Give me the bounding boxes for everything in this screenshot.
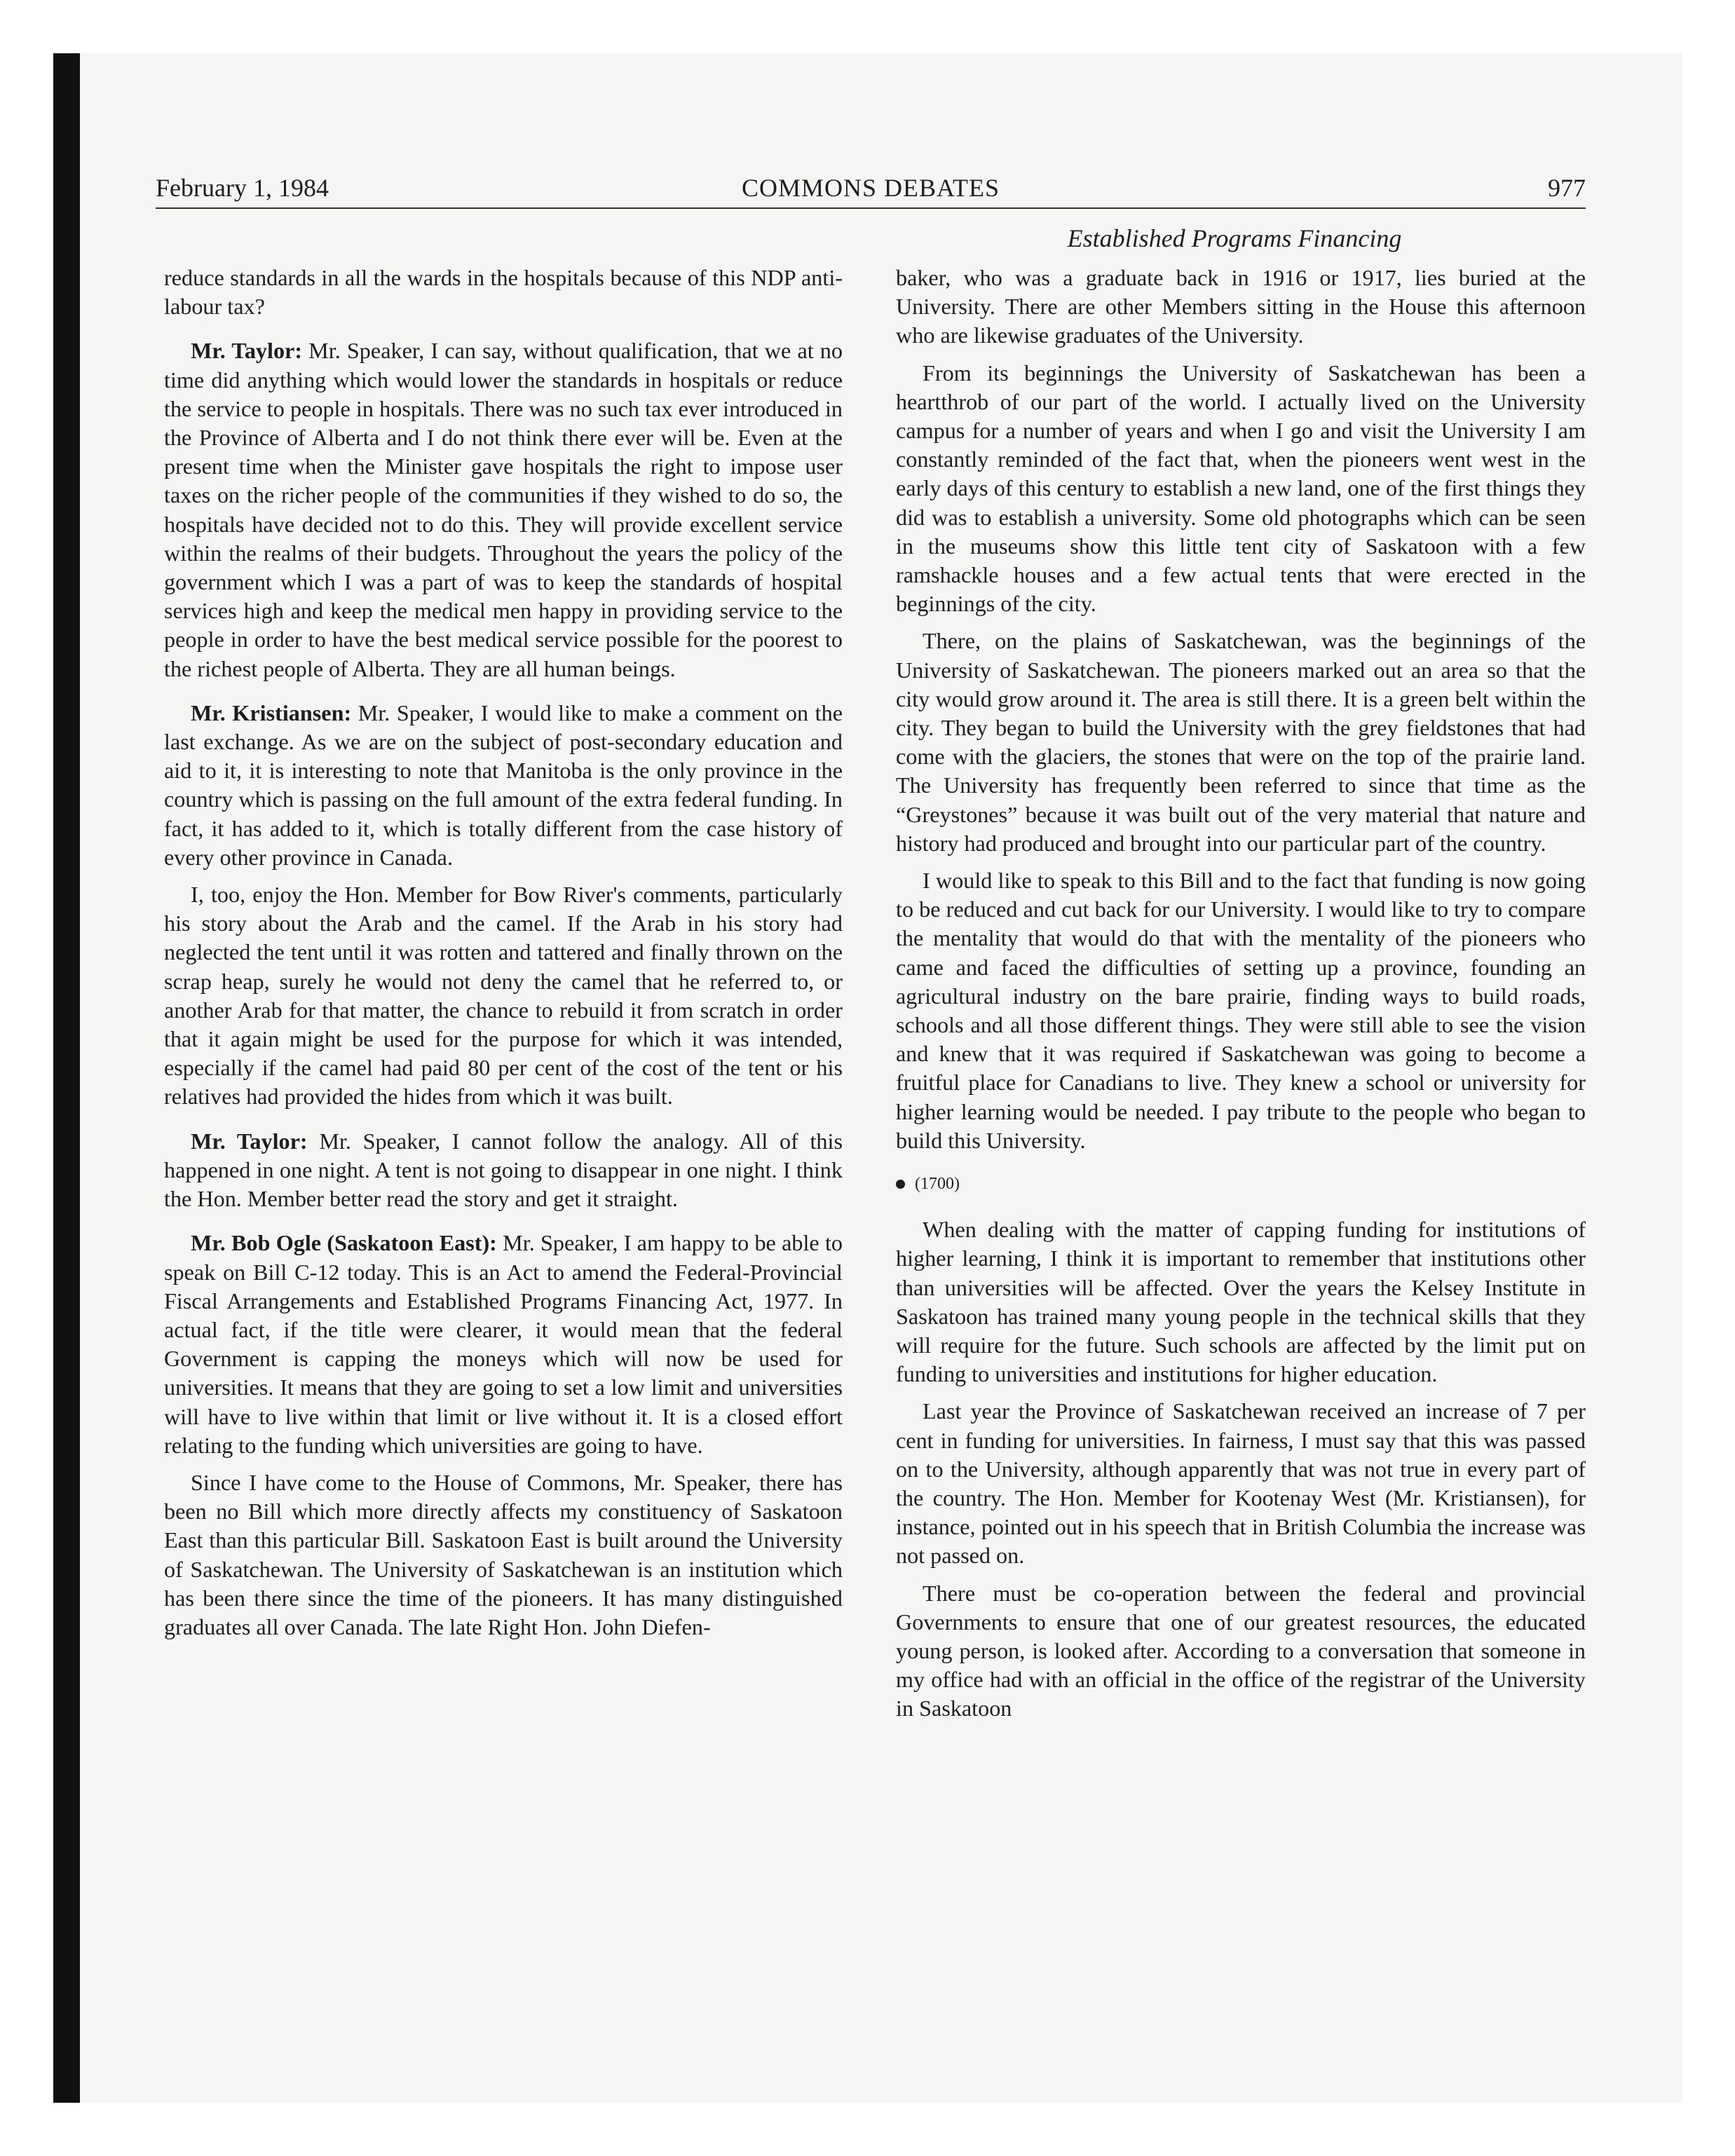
speech-text: Mr. Speaker, I cannot follow the analogy. All of this happened in one night. A tent is not going to disappear in one night. I think the Hon. Member better read the story and get it straight.	[164, 1128, 843, 1212]
header-date: February 1, 1984	[156, 174, 329, 202]
paragraph: There, on the plains of Saskatchewan, was the beginnings of the University of Saskatchewan. The pioneers marked out an area so that the city would grow around it. The area is still there. It is a green belt within the city. They began to build the University with the grey fieldstones that had come with the glaciers, the stones that were on the top of the prairie land. The University has frequently been referred to since that time as the “Greystones” because it was built out of the very material that nature and history had produced and brought into our particular part of the country.	[896, 628, 1586, 856]
speaker-name: Mr. Kristiansen:	[191, 700, 352, 725]
paragraph: reduce standards in all the wards in the hospitals because of this NDP anti-labour tax?	[164, 265, 843, 320]
paragraph: There must be co-operation between the federal and provincial Governments to ensure that one of our greatest resources, the educated young person, is looked after. According to a conversation that someone in my office had with an official in the office of the registrar of the University in Saskatoon	[896, 1580, 1586, 1721]
time-marker	[896, 1173, 1586, 1194]
speaker-name: Mr. Taylor:	[191, 1128, 308, 1154]
speaker-name: Mr. Bob Ogle (Saskatoon East):	[191, 1230, 497, 1256]
speech-text: Mr. Speaker, I would like to make a comment on the last exchange. As we are on the subject of post-secondary education and aid to it, it is interesting to note that Manitoba is the only province in the country which is passing on the full amount of the extra federal funding. In fact, it has added to it, which is totally different from the case history of every other province in Canada.	[164, 700, 843, 870]
speech-paragraph	[164, 699, 843, 872]
header-rule	[156, 207, 1586, 209]
right-column	[896, 264, 1586, 1732]
speaker-name: Mr. Taylor:	[191, 338, 303, 364]
speech-text: Mr. Speaker, I can say, without qualification, that we at no time did anything which would lower the standards in hospitals or reduce the service to people in hospitals. There was no such tax ever introduced in the Province of Alberta and I do not think there ever will be. Even at the present time when the Minister gave hospitals the right to impose user taxes on the richer people of the communities if they wished to do so, the hospitals have decided not to do this. They will provide excellent service within the realms of their budgets. Throughout the years the policy of the government which I was a part of was to keep the standards of hospital services high and keep the medical men happy in providing service to the people in order to have the best medical service possible for the poorest to the richest people of Alberta. They are all human beings.	[164, 338, 843, 681]
paragraph: I, too, enjoy the Hon. Member for Bow River's comments, particularly his story about the Arab and the camel. If the Arab in his story had neglected the tent until it was rotten and tattered and finally thrown on the scrap heap, surely he would not deny the camel that he referred to, or another Arab for that matter, the chance to rebuild it from scratch in order that it again might be used for the purpose for which it was intended, especially if the camel had paid 80 per cent of the cost of the tent or his relatives had provided the hides from which it was built.	[164, 882, 843, 1110]
header-page-number: 977	[1548, 174, 1586, 202]
paragraph: From its beginnings the University of Saskatchewan has been a heartthrob of our part of the world. I actually lived on the University campus for a number of years and when I go and visit the University I am constantly reminded of the fact that, when the pioneers went west in the early days of this century to establish a new land, one of the first things they did was to establish a university. Some old photographs which can be seen in the museums show this little tent city of Saskatoon with a few ramshackle houses and a few actual tents that were erected in the beginnings of the city.	[896, 360, 1586, 617]
time-marker-label: (1700)	[915, 1175, 960, 1194]
paragraph: baker, who was a graduate back in 1916 or 1917, lies buried at the University. There are other Members sitting in the House this afternoon who are likewise graduates of the University.	[896, 265, 1586, 348]
speech-paragraph	[164, 336, 843, 683]
paragraph: When dealing with the matter of capping funding for institutions of higher learning, I think it is important to remember that institutions other than universities will be affected. Over the years the Kelsey Institute in Saskatoon has trained many young people in the technical skills that they will require for the future. Such schools are affected by the limit put on funding to universities and institutions for higher education.	[896, 1217, 1586, 1387]
speech-paragraph	[164, 1127, 843, 1214]
bullet-icon	[896, 1180, 905, 1189]
paragraph: Last year the Province of Saskatchewan received an increase of 7 per cent in funding for universities. In fairness, I must say that this was passed on to the University, although apparently that was not true in every part of the country. The Hon. Member for Kootenay West (Mr. Kristiansen), for instance, pointed out in his speech that in British Columbia the increase was not passed on.	[896, 1398, 1586, 1569]
header-publication: COMMONS DEBATES	[741, 174, 1000, 202]
running-title: Established Programs Financing	[1067, 224, 1402, 252]
binding-edge	[53, 53, 80, 2103]
paragraph: Since I have come to the House of Commons, Mr. Speaker, there has been no Bill which more directly affects my constituency of Saskatoon East than this particular Bill. Saskatoon East is built around the University of Saskatchewan. The University of Saskatchewan is an institution which has been there since the time of the pioneers. It has many distinguished graduates all over Canada. The late Right Hon. John Diefen-	[164, 1469, 843, 1639]
page-header	[156, 172, 1586, 207]
paragraph: I would like to speak to this Bill and to the fact that funding is now going to be reduced and cut back for our University. I would like to try to compare the mentality that would do that with the mentality of the pioneers who came and faced the difficulties of setting up a province, founding an agricultural industry on the bare prairie, finding ways to build roads, schools and all those different things. They were still able to see the vision and knew that it was required if Saskatchewan was going to become a fruitful place for Canadians to live. They knew a school or university for higher learning would be needed. I pay tribute to the people who began to build this University.	[896, 868, 1586, 1153]
speech-paragraph	[164, 1229, 843, 1460]
speech-text: Mr. Speaker, I am happy to be able to speak on Bill C-12 today. This is an Act to amend the Federal-Provincial Fiscal Arrangements and Established Programs Financing Act, 1977. In actual fact, if the title were clearer, it would mean that the federal Government is capping the moneys which will now be used for universities. It means that they are going to set a low limit and universities will have to live within that limit or live without it. It is a closed effort relating to the funding which universities are going to have.	[164, 1230, 843, 1458]
left-column	[164, 264, 843, 1650]
